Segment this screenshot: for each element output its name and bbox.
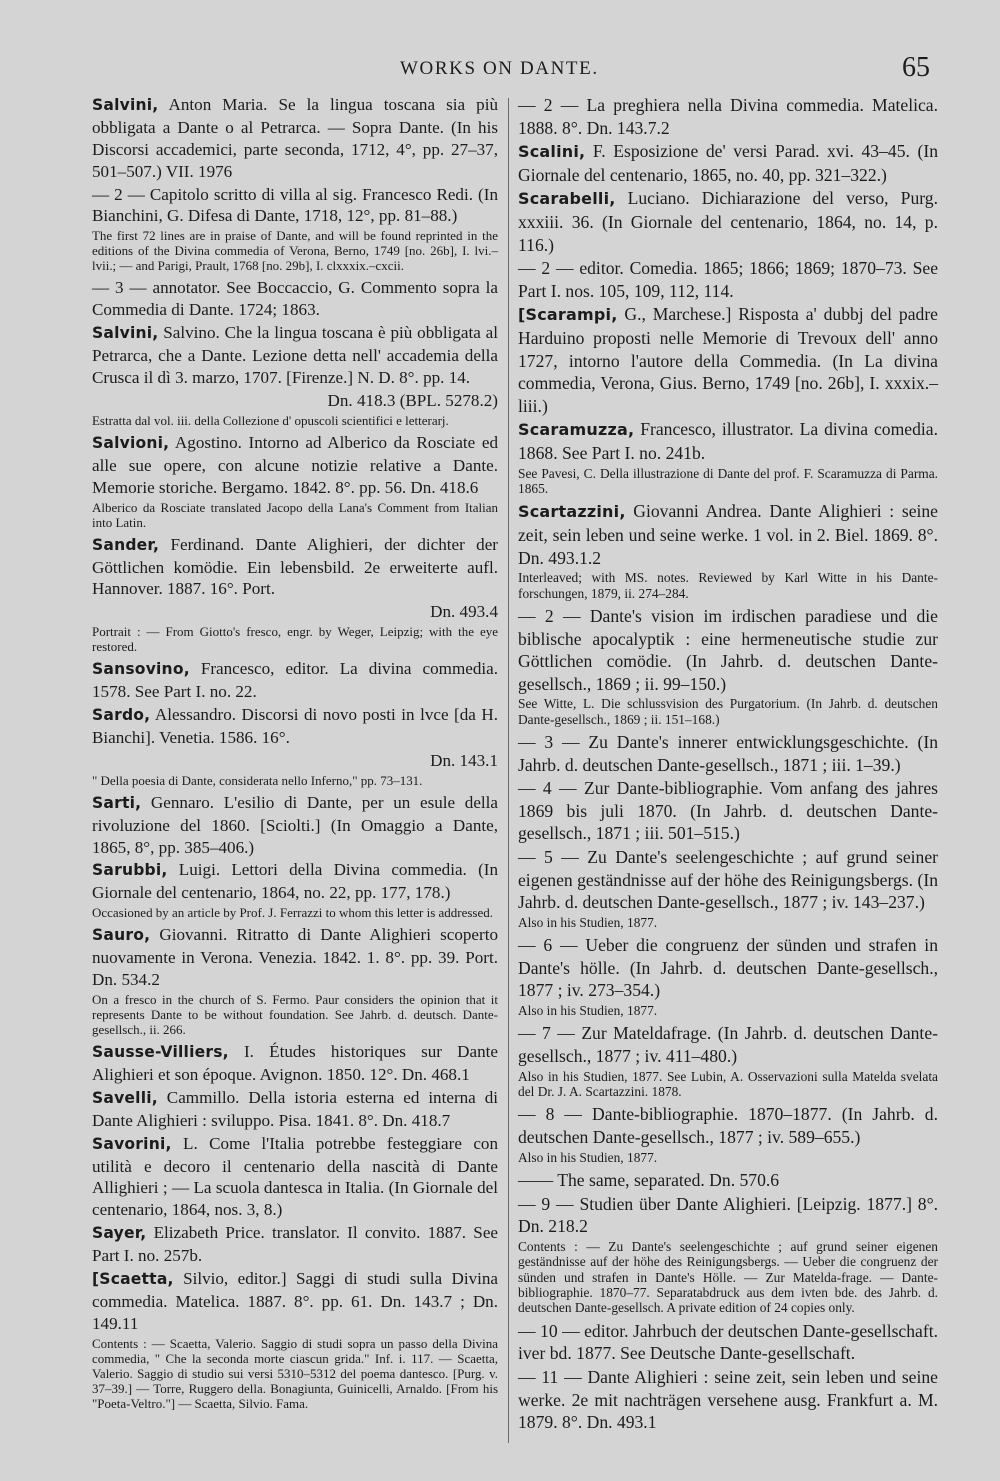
catalog-entry <box>518 1169 938 1192</box>
entry-text: Dn. 143.1 <box>430 750 498 770</box>
entry-text: Anton Maria. Se la lingua toscana sia più obbligata a Dante o al Petrarca. — Sopra Dante. (In his Discorsi accademici, parte seconda, 1712, 4°, pp. 27–37, 501–507.) VII. 1976 <box>92 95 498 181</box>
entry-text: The first 72 lines are in praise of Dante, and will be found reprinted in the editions of the Divina commedia of Verona, Berno, 1749 [no. 26b], I. lvi.–lvii.; — and Parigi, Prault, 1768 [no. 29b], I. clxxxix.–cxcii. <box>92 228 498 274</box>
entry-text: Gennaro. L'esilio di Dante, per un esule della rivoluzione del 1860. [Sciolti.] (In Omaggio a Dante, 1865, 8°, pp. 385–406.) <box>92 792 498 857</box>
catalog-entry <box>92 924 498 991</box>
catalog-entry <box>92 184 498 228</box>
catalog-entry <box>518 187 938 256</box>
entry-text: Alessandro. Discorsi di novo posti in lvce [da H. Bianchi]. Venetia. 1586. 16°. <box>92 705 498 747</box>
entry-text: I. Études historiques sur Dante Alighieri et son époque. Avignon. 1850. 12°. Dn. 468.1 <box>92 1042 498 1084</box>
catalog-entry <box>518 731 938 776</box>
column-divider <box>508 98 509 1443</box>
entry-text: Elizabeth Price. translator. Il convito. 1887. See Part I. no. 257b. <box>92 1223 498 1266</box>
entry-heading: Sauro, <box>92 926 151 945</box>
catalog-entry <box>518 934 938 1002</box>
catalog-entry <box>518 140 938 186</box>
entry-heading: Sander, <box>92 535 160 554</box>
page-header <box>0 52 1000 92</box>
annotation-note <box>518 915 938 930</box>
entry-text: Portrait : — From Giotto's fresco, engr. by Weger, Leipzig; with the eye restored. <box>92 624 498 655</box>
entry-text: Dn. 493.4 <box>430 602 498 622</box>
entry-text: Luigi. Lettori della Divina commedia. (In Giornale del centenario, 1864, no. 22, pp. 177, 178.) <box>92 860 498 903</box>
annotation-note <box>92 500 498 530</box>
entry-text: — 9 — Studien über Dante Alighieri. [Leipzig. 1877.] 8°. Dn. 218.2 <box>518 1193 938 1237</box>
entry-text: Dn. 418.3 (BPL. 5278.2) <box>327 390 498 410</box>
entry-heading: Sayer, <box>92 1224 147 1243</box>
annotation-note <box>518 696 938 727</box>
entry-text: " Della poesia di Dante, considerata nello Inferno," pp. 73–131. <box>92 772 423 788</box>
entry-text: Also in his Studien, 1877. <box>518 1003 658 1019</box>
entry-text: — 11 — Dante Alighieri : seine zeit, sein leben und seine werke. 2e mit nachträgen versehene ausg. Frankfurt a. M. 1879. 8°. Dn. 493.1 <box>518 1367 938 1433</box>
entry-text: — 2 — Capitolo scritto di villa al sig. Francesco Redi. (In Bianchini, G. Difesa di Dante, 1718, 12°, pp. 81–88.) <box>92 184 498 226</box>
entry-text: Also in his Studien, 1877. <box>518 1149 658 1165</box>
catalog-entry <box>92 534 498 601</box>
annotation-note <box>92 992 498 1037</box>
running-title: WORKS ON DANTE. <box>400 58 599 79</box>
annotation-note <box>518 466 938 497</box>
catalog-entry <box>92 1133 498 1222</box>
entry-text: Contents : — Scaetta, Valerio. Saggio di studi sopra un passo della Divina commedia, " Che la seconda morte ciascun grida." Inf. i. 117. — Scaetta, Valerio. Saggio di studio sui versi 5310–5312 del poema dantesco. [Purg. v. 37–39.] — Torre, Ruggero della. Bonagiunta, Guinicelli, Arnaldo. [From his "Poeta-Veltro."] — Scaetta, Silvio. Fama. <box>92 1335 498 1411</box>
annotation-note <box>92 1336 498 1411</box>
entry-text: Francesco, editor. La divina commedia. 1578. See Part I. no. 22. <box>92 659 498 702</box>
entry-text: L. Come l'Italia potrebbe festeggiare con utilità e decoro il centenario della nascità di Dante Allighieri ; — La scuola dantesca in Italia. (In Giornale del centenario, 1864, nos. 3, 8.) <box>92 1133 498 1220</box>
left-column <box>92 94 498 1415</box>
entry-text: — 7 — Zur Mateldafrage. (In Jahrb. d. deutschen Dante-gesellsch., 1877 ; iv. 411–480.) <box>518 1023 938 1067</box>
entry-text: Giovanni. Ritratto di Dante Alighieri scoperto nuovamente in Verona. Venezia. 1842. 1. 8°. pp. 39. Port. Dn. 534.2 <box>92 925 498 990</box>
annotation-note <box>518 1069 938 1100</box>
annotation-note <box>518 1150 938 1165</box>
entry-text: Interleaved; with MS. notes. Reviewed by Karl Witte in his Dante-forschungen, 1879, ii. 274–284. <box>518 570 938 601</box>
catalog-entry <box>92 792 498 859</box>
entry-text: Francesco, illustrator. La divina comedia. 1868. See Part I. no. 241b. <box>518 419 938 463</box>
annotation-note <box>92 773 498 788</box>
entry-heading: Savelli, <box>92 1088 158 1107</box>
annotation-note <box>518 570 938 601</box>
entry-text: See Pavesi, C. Della illustrazione di Dante del prof. F. Scaramuzza di Parma. 1865. <box>518 465 938 496</box>
catalog-entry <box>518 257 938 302</box>
entry-heading: Scarabelli, <box>518 189 616 209</box>
annotation-note <box>518 1239 938 1316</box>
entry-text: Agostino. Intorno ad Alberico da Rosciate ed alle sue opere, con alcune notizie relative a Dante. Memorie storiche. Bergamo. 1842. 8°. pp. 56. Dn. 418.6 <box>92 432 498 497</box>
entry-text: Luciano. Dichiarazione del verso, Purg. xxxiii. 36. (In Giornale del centenario, 1864, no. 14, p. 116.) <box>518 188 938 255</box>
entry-text: F. Esposizione de' versi Parad. xvi. 43–45. (In Giornale del centenario, 1865, no. 40, pp. 321–322.) <box>518 141 938 185</box>
entry-text: On a fresco in the church of S. Fermo. Paur considers the opinion that it represents Dante to be without foundation. See Jahrb. d. deutsch. Dante-gesellsch., ii. 266. <box>92 991 498 1038</box>
entry-text: Occasioned by an article by Prof. J. Ferrazzi to whom this letter is addressed. <box>92 905 493 921</box>
annotation-note <box>518 1003 938 1018</box>
entry-text: See Witte, L. Die schlussvision des Purgatorium. (In Jahrb. d. deutschen Dante-gesellsch., 1869 ; ii. 151–168.) <box>518 696 938 727</box>
entry-text: — 6 — Ueber die congruenz der sünden und strafen in Dante's hölle. (In Jahrb. d. deutschen Dante-gesellsch., 1877 ; iv. 273–354.) <box>518 935 938 1001</box>
catalog-entry <box>92 94 498 183</box>
entry-text: Alberico da Rosciate translated Jacopo della Lana's Comment from Italian into Latin. <box>92 499 498 530</box>
catalog-entry <box>92 704 498 749</box>
catalog-entry <box>518 1022 938 1067</box>
entry-text: Silvio, editor.] Saggi di studi sulla Divina commedia. Matelica. 1887. 8°. pp. 61. Dn. 143.7 ; Dn. 149.11 <box>92 1269 498 1333</box>
entry-text: — 5 — Zu Dante's seelengeschichte ; auf grund seiner eigenen geständnisse auf der höhe des Reinigungsbergs. (In Jahrb. d. deutschen Dante-gesellsch., 1877 ; iv. 143–237.) <box>518 847 938 913</box>
entry-text: — 2 — editor. Comedia. 1865; 1866; 1869; 1870–73. See Part I. nos. 105, 109, 112, 114. <box>518 258 938 301</box>
entry-heading: [Scaetta, <box>92 1270 174 1289</box>
entry-text: — 10 — editor. Jahrbuch der deutschen Dante-gesellschaft. iver bd. 1877. See Deutsche Dante-gesellschaft. <box>518 1320 938 1364</box>
entry-text: Also in his Studien, 1877. <box>518 914 658 930</box>
entry-heading: [Scarampi, <box>518 305 618 325</box>
catalog-entry <box>518 777 938 845</box>
entry-text: Giovanni Andrea. Dante Alighieri : seine zeit, sein leben und seine werke. 1 vol. in 2. Biel. 1869. 8°. Dn. 493.1.2 <box>518 501 938 568</box>
entry-text: Contents : — Zu Dante's seelengeschichte ; auf grund seiner eigenen geständnisse auf der höhe des Reinigungsbergs. — Ueber die congruenz der sünden und strafen in Dante's Hölle. — Zur Matelda-frage. — Dante-bibliographie. 1870–77. Separatabdruck aus dem ivten bde. des Jahrb. d. deutschen Dante-gesellsch. A private edition of 24 copies only. <box>518 1238 938 1316</box>
entry-heading: Salvini, <box>92 96 159 114</box>
entry-text: Cammillo. Della istoria esterna ed interna di Dante Alighieri : sviluppo. Pisa. 1841. 8°. Dn. 418.7 <box>92 1087 498 1130</box>
entry-heading: Savorini, <box>92 1134 172 1153</box>
catalog-entry <box>92 1268 498 1335</box>
catalog-entry <box>518 1193 938 1238</box>
catalog-entry <box>518 1320 938 1365</box>
catalog-entry <box>518 500 938 569</box>
entry-heading: Sarti, <box>92 793 142 812</box>
catalog-entry <box>92 432 498 499</box>
catalog-entry <box>92 1041 498 1086</box>
entry-text: Also in his Studien, 1877. See Lubin, A. Osservazioni sulla Matelda svelata del Dr. J. A. Scartazzini. 1878. <box>518 1068 938 1100</box>
entry-text: — 3 — Zu Dante's innerer entwicklungsgeschichte. (In Jahrb. d. deutschen Dante-gesellsch., 1871 ; iii. 1–39.) <box>518 732 938 775</box>
shelf-mark <box>92 390 498 412</box>
catalog-entry <box>92 1222 498 1267</box>
catalog-entry <box>518 846 938 914</box>
annotation-note <box>92 624 498 654</box>
entry-text: — 8 — Dante-bibliographie. 1870–1877. (In Jahrb. d. deutschen Dante-gesellsch., 1877 ; iv. 589–655.) <box>518 1104 938 1148</box>
right-column <box>518 94 938 1435</box>
entry-heading: Scaramuzza, <box>518 420 635 440</box>
entry-text: — 2 — La preghiera nella Divina commedia. Matelica. 1888. 8°. Dn. 143.7.2 <box>518 95 938 138</box>
entry-text: Ferdinand. Dante Alighieri, der dichter der Göttlichen komödie. Ein lebensbild. 2e erweiterte aufl. Hannover. 1887. 16°. Port. <box>92 534 498 599</box>
catalog-entry <box>518 605 938 695</box>
entry-heading: Salvini, <box>92 324 159 343</box>
catalog-entry <box>518 94 938 139</box>
entry-heading: Sausse-Villiers, <box>92 1043 229 1062</box>
entry-heading: Sardo, <box>92 706 151 725</box>
catalog-entry <box>518 303 938 417</box>
entry-text: — 3 — annotator. See Boccaccio, G. Commento sopra la Commedia di Dante. 1724; 1863. <box>92 278 498 320</box>
catalog-entry <box>518 418 938 464</box>
annotation-note <box>92 905 498 920</box>
entry-heading: Scalini, <box>518 142 586 162</box>
catalog-entry <box>518 1366 938 1434</box>
entry-text: —— The same, separated. Dn. 570.6 <box>518 1170 780 1191</box>
entry-text: — 4 — Zur Dante-bibliographie. Vom anfang des jahres 1869 bis juli 1870. (In Jahrb. d. deutschen Dante-gesellsch., 1871 ; iii. 501–515.) <box>518 778 938 844</box>
annotation-note <box>92 228 498 273</box>
entry-heading: Salvioni, <box>92 433 170 452</box>
entry-heading: Scartazzini, <box>518 502 626 522</box>
catalog-entry <box>92 322 498 389</box>
annotation-note <box>92 413 498 428</box>
catalog-entry <box>92 277 498 321</box>
entry-text: Salvino. Che la lingua toscana è più obbligata al Petrarca, che a Dante. Lezione detta nell' accademia della Crusca il dì 3. marzo, 1707. [Firenze.] N. D. 8°. pp. 14. <box>92 323 498 388</box>
entry-text: Estratta dal vol. iii. della Collezione d' opuscoli scientifici e letterarj. <box>92 412 449 428</box>
page-number: 65 <box>902 52 930 83</box>
entry-text: — 2 — Dante's vision im irdischen paradiese und die biblische apocalyptik : eine hermeneutische studie zur Göttlichen comödie. (In Jahrb. d. deutschen Dante-gesellsch., 1869 ; ii. 99–150.) <box>518 605 938 694</box>
catalog-entry <box>92 658 498 703</box>
entry-heading: Sarubbi, <box>92 861 168 880</box>
entry-heading: Sansovino, <box>92 660 190 679</box>
catalog-entry <box>518 1103 938 1148</box>
shelf-mark <box>92 750 498 772</box>
catalog-entry <box>92 859 498 904</box>
shelf-mark <box>92 601 498 623</box>
entry-text: G., Marchese.] Risposta a' dubbj del padre Harduino proposti nelle Memorie di Trevoux dell' anno 1727, intorno l'autore della Commedia. (In La divina commedia, Verona, Gius. Berno, 1749 [no. 26b], I. xxxix.–liii.) <box>518 304 938 416</box>
catalog-entry <box>92 1087 498 1132</box>
